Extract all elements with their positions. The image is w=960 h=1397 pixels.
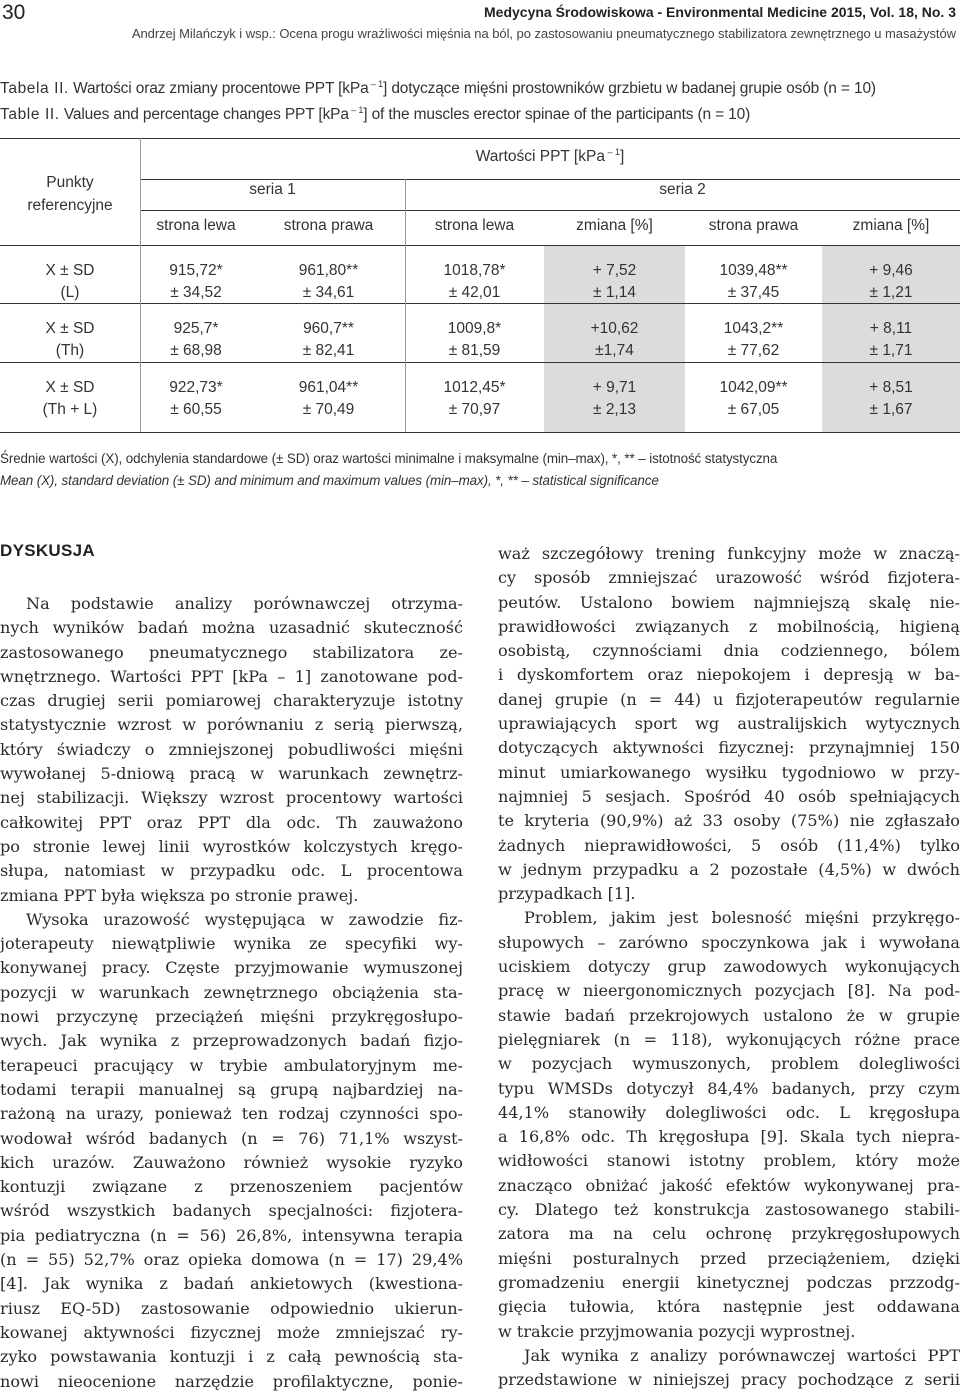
row-1-cell-2 bbox=[252, 260, 405, 304]
text-line: uciskiem dotyczy grup zawodowych wykonujących bbox=[498, 957, 960, 977]
text-line: przypadkach [1]. bbox=[498, 884, 636, 904]
text-line: gięcia tułowia, która następnie jest oddawana bbox=[498, 1297, 960, 1317]
text-line: zatora ma na celu ochronę przykręgosłupowych bbox=[498, 1224, 960, 1244]
row-1-cell-5 bbox=[685, 260, 822, 304]
text-line: który świadczy o zmniejszonej pobudliwości mięśni bbox=[0, 739, 463, 759]
row-3-cell-5-mean: 1042,09** bbox=[719, 379, 788, 396]
text-line: konywanej pracy. Częste przyjmowanie wymuszonej bbox=[0, 958, 463, 978]
row-2-cell-2 bbox=[252, 318, 405, 362]
row-1-label-line-2: (L) bbox=[60, 284, 80, 301]
text-line: słupowych – zarówno spoczynkowa jak i wywołana bbox=[498, 932, 960, 952]
row-1-cell-4-sd: ± 1,14 bbox=[593, 284, 636, 301]
row-3-cell-3-sd: ± 70,97 bbox=[448, 401, 501, 418]
row-2-label-line-1: X ± SD bbox=[45, 320, 95, 337]
text-line: nowi nieocenione narzędzie profilaktyczne, ponie- bbox=[0, 1371, 463, 1391]
row-1-cell-3 bbox=[405, 260, 544, 304]
text-line: stawie badań przekrojowych ustalono że w grupie bbox=[498, 1005, 960, 1025]
text-line: słupa, natomiast w przypadku odc. L procentowa bbox=[0, 861, 463, 881]
row-3-label bbox=[0, 377, 140, 421]
row-1-cell-4-mean: + 7,52 bbox=[592, 262, 637, 279]
text-line: typu WMSDs dotyczył 84,4% badanych, przy czym bbox=[498, 1078, 960, 1098]
row-1-cell-4 bbox=[544, 260, 685, 304]
table-bottom-rule bbox=[0, 432, 960, 433]
caption-text-en-a: Values and percentage changes PPT [kPa bbox=[59, 106, 349, 123]
text-line: nej stabilizacji. Większy wzrost procentowy wartości bbox=[0, 788, 463, 808]
row-1-cell-6-mean: + 9,46 bbox=[869, 262, 913, 279]
row-3-cell-3-mean: 1012,45* bbox=[443, 379, 506, 396]
text-line: w pozycjach wymuszonych, problem dolegliwości bbox=[498, 1054, 960, 1074]
row-2-cell-1-sd: ± 68,98 bbox=[170, 342, 222, 359]
table-series-rule bbox=[140, 210, 960, 211]
text-line: [4]. Jak wynika z badań ankietowych (kwestiona- bbox=[0, 1274, 463, 1294]
row-1-cell-6 bbox=[822, 260, 960, 304]
text-line: wnętrznego. Wartości PPT [kPa – 1] zanotowane pod- bbox=[0, 666, 463, 686]
table-caption-en bbox=[0, 106, 750, 124]
text-line: pia pediatryczna (n = 56) 26,8%, intensywna terapia bbox=[0, 1225, 463, 1245]
row-2-cell-3 bbox=[405, 318, 544, 362]
text-line: peutów. Ustalono bowiem najmniejszą skalę nie- bbox=[498, 592, 960, 612]
text-line: czas drugiej serii pomiarowej charakteryzuje istotny bbox=[0, 691, 463, 711]
text-line: gromadzeniu energii kinetycznej podczas przzodg- bbox=[498, 1272, 960, 1292]
row-3-cell-4-mean: + 9,71 bbox=[592, 379, 637, 396]
text-line: pielęgniarek (n = 118), wykonujących różne prace bbox=[498, 1029, 960, 1049]
row-1-cell-3-mean: 1018,78* bbox=[443, 262, 506, 279]
row-2-cell-6-sd: ± 1,71 bbox=[869, 342, 913, 359]
text-line: i dyskomfortem oraz niepokojem i depresją w ba- bbox=[498, 665, 960, 685]
row-2-cell-5-mean: 1043,2** bbox=[723, 320, 784, 337]
text-line: rażoną na urazy, ponieważ ten rodzaj czynności spo- bbox=[0, 1104, 463, 1124]
row-3-cell-1-mean: 922,73* bbox=[169, 379, 223, 396]
text-line: całkowitej PPT oraz PPT dla odc. Th zauważono bbox=[0, 812, 463, 832]
group-header-text-b: ] bbox=[619, 148, 625, 165]
page-number: 30 bbox=[2, 1, 26, 24]
table-row-rule-2 bbox=[0, 362, 960, 363]
body-column-left bbox=[0, 592, 463, 1394]
text-line: wywołanej 5-dniową pracą w warunkach zewnętrz- bbox=[0, 764, 463, 784]
row-2-label-line-2: (Th) bbox=[55, 342, 85, 359]
text-line: minut umiarkowanego wysiłku tygodniowo w przy- bbox=[498, 762, 960, 782]
row-1-cell-5-mean: 1039,48** bbox=[719, 262, 788, 279]
row-3-cell-2-sd: ± 70,49 bbox=[302, 401, 355, 418]
row-1-cell-1-mean: 915,72* bbox=[169, 262, 223, 279]
table-header-bottom-rule bbox=[0, 245, 960, 246]
text-line: riusz EQ-5D) zastosowanie odpowiednio ukierun- bbox=[0, 1298, 463, 1318]
col-header-6: zmiana [%] bbox=[852, 217, 930, 234]
row-2-cell-4-sd: ±1,74 bbox=[595, 342, 634, 359]
text-line: pracę w nieergonomicznych pozycjach [8]. Na pod- bbox=[498, 981, 960, 1001]
row-2-cell-2-mean: 960,7** bbox=[303, 320, 354, 337]
row-2-cell-5 bbox=[685, 318, 822, 362]
text-line: wśród wszystkich badanych specjalności: fizjotera- bbox=[0, 1201, 463, 1221]
row-2-label bbox=[0, 318, 140, 362]
table-note-pl: Średnie wartości (X), odchylenia standardowe (± SD) oraz wartości minimalne i maksymalne (min–max), *, ** – istotność statystyczna bbox=[0, 451, 778, 466]
row-3-cell-2 bbox=[252, 377, 405, 421]
row-3-cell-1 bbox=[140, 377, 252, 421]
text-line: uprawiających sport wg australijskich wytycznych bbox=[498, 714, 960, 734]
row-3-cell-6-sd: ± 1,67 bbox=[869, 401, 913, 418]
text-line: zastosowanego pneumatycznego stabilizatora ze- bbox=[0, 642, 463, 662]
running-head: Andrzej Milańczyk i wsp.: Ocena progu wrażliwości mięśnia na ból, po zastosowaniu pneumatycznego stabilizatora zewnętrznego u masażystów bbox=[131, 26, 956, 41]
row-3-cell-1-sd: ± 60,55 bbox=[170, 401, 222, 418]
text-line: danej grupie (n = 44) u fizjoterapeutów regularnie bbox=[498, 689, 960, 709]
caption-text-pl-b: ] dotyczące mięśni prostowników grzbietu w badanej grupie osób (n = 10) bbox=[383, 80, 876, 97]
text-line: wych. Jak wynika z przeprowadzonych badań fizjo- bbox=[0, 1031, 463, 1051]
text-line: żadnych nieprawidłowości, 5 osób (11,4%) tylko bbox=[498, 835, 960, 855]
row-2-cell-3-mean: 1009,8* bbox=[447, 320, 502, 337]
group-header-sup: – 1 bbox=[604, 146, 620, 157]
text-line: waż szczegółowy trening funkcyjny może w znaczą- bbox=[498, 544, 960, 563]
row-3-label-line-1: X ± SD bbox=[45, 379, 95, 396]
row-2-cell-4 bbox=[544, 318, 685, 362]
caption-label-pl: Tabela II. bbox=[0, 80, 69, 97]
row-2-cell-3-sd: ± 81,59 bbox=[448, 342, 501, 359]
text-line: mięśni posturalnych przed przeciążeniem, dzięki bbox=[498, 1248, 960, 1268]
row-2-cell-5-sd: ± 77,62 bbox=[727, 342, 780, 359]
row-1-cell-1-sd: ± 34,52 bbox=[170, 284, 222, 301]
journal-title: Medycyna Środowiskowa - Environmental Medicine 2015, Vol. 18, No. 3 bbox=[484, 4, 956, 20]
caption-text-pl-a: Wartości oraz zmiany procentowe PPT [kPa bbox=[68, 80, 369, 97]
row-1-cell-3-sd: ± 42,01 bbox=[448, 284, 501, 301]
row-header-line-2: referencyjne bbox=[27, 197, 113, 214]
row-3-cell-3 bbox=[405, 377, 544, 421]
text-line: w jednym przypadku a 2 pozostałe (4,5%) w dwóch bbox=[498, 859, 960, 879]
table-caption-pl bbox=[0, 80, 876, 98]
text-line: nych wyników badań można uzasadnić skuteczność bbox=[0, 618, 463, 638]
row-1-cell-5-sd: ± 37,45 bbox=[727, 284, 780, 301]
row-3-cell-6 bbox=[822, 377, 960, 421]
text-line: dotyczących aktywności fizycznej: przynajmniej 150 bbox=[498, 738, 960, 758]
row-3-cell-2-mean: 961,04** bbox=[298, 379, 359, 396]
row-2-cell-4-mean: +10,62 bbox=[590, 320, 639, 337]
text-line: kich urazów. Zauważono również wysokie ryzyko bbox=[0, 1152, 463, 1172]
table-group-rule bbox=[140, 179, 960, 180]
text-line: wodował wśród badanych (n = 76) 71,1% wszyst- bbox=[0, 1128, 463, 1148]
row-1-cell-2-sd: ± 34,61 bbox=[302, 284, 355, 301]
text-line: cy sposób zmniejszać urazowość wśród fizjotera- bbox=[498, 568, 960, 588]
col-header-3: strona lewa bbox=[434, 217, 515, 234]
text-line: kowanej aktywności fizycznej może zmniejszać ry- bbox=[0, 1322, 463, 1342]
text-line: prawidłowości związanych z mobilnością, higieną bbox=[498, 616, 960, 636]
text-line: zyko powstawania kontuzji i z całą pewnością sta- bbox=[0, 1347, 463, 1367]
caption-label-en: Table II. bbox=[0, 106, 60, 123]
row-3-label-line-2: (Th + L) bbox=[42, 401, 98, 418]
group-header bbox=[140, 148, 960, 166]
section-heading: DYSKUSJA bbox=[0, 541, 95, 560]
text-line: zmiana PPT była większa po stronie prawej. bbox=[0, 885, 359, 905]
text-line: po stronie lewej linii wyrostków kolczystych kręgo- bbox=[0, 836, 463, 856]
text-line: osobistą, czynnościami dnia codziennego, bólem bbox=[498, 641, 960, 661]
row-2-cell-1 bbox=[140, 318, 252, 362]
row-3-cell-4-sd: ± 2,13 bbox=[593, 401, 636, 418]
text-line: te kryteria (90,9%) aż 33 osoby (75%) nie zgłaszało bbox=[498, 811, 960, 831]
row-1-cell-6-sd: ± 1,21 bbox=[869, 284, 913, 301]
row-3-cell-4 bbox=[544, 377, 685, 421]
col-header-5: strona prawa bbox=[708, 217, 799, 234]
text-line: joterapeuty niewątpliwie wynika ze specyfiki wy- bbox=[0, 934, 463, 954]
caption-text-en-b: ] of the muscles erector spinae of the participants (n = 10) bbox=[363, 106, 751, 123]
text-line: w trakcie przyjmowania pozycji wyprostnej. bbox=[498, 1321, 856, 1341]
table-note-en: Mean (X), standard deviation (± SD) and minimum and maximum values (min–max), *, ** – statistical significance bbox=[0, 473, 659, 488]
row-3-cell-6-mean: + 8,51 bbox=[869, 379, 913, 396]
text-line: a 16,8% odc. Th kręgosłupa [9]. Skala tych niepra- bbox=[498, 1127, 960, 1147]
body-column-right bbox=[498, 542, 960, 1392]
series-2-header: seria 2 bbox=[659, 181, 706, 198]
col-header-2: strona prawa bbox=[283, 217, 374, 234]
text-line: kontuzji związane z przenoszeniem pacjentów bbox=[0, 1177, 463, 1197]
group-header-text-a: Wartości PPT [kPa bbox=[475, 148, 605, 165]
row-1-label-line-1: X ± SD bbox=[45, 262, 95, 279]
series-1-header: seria 1 bbox=[249, 181, 296, 198]
text-line: przedstawione w niniejszej pracy pochodzące z serii bbox=[498, 1370, 960, 1390]
text-line: Problem, jakim jest bolesność mięśni przykręgo- bbox=[524, 908, 960, 928]
text-line: pozycji w warunkach zewnętrznego obciążenia sta- bbox=[0, 982, 463, 1002]
row-2-cell-6 bbox=[822, 318, 960, 362]
row-2-cell-1-mean: 925,7* bbox=[173, 320, 219, 337]
text-line: Jak wynika z analizy porównawczej wartości PPT bbox=[524, 1345, 960, 1365]
row-2-cell-6-mean: + 8,11 bbox=[869, 320, 913, 337]
row-1-cell-1 bbox=[140, 260, 252, 304]
caption-sup-pl: – 1 bbox=[368, 78, 383, 89]
text-line: todami terapii manualnej są grupą najbardziej na- bbox=[0, 1079, 463, 1099]
text-line: Wysoka urazowość występująca w zawodzie fiz- bbox=[26, 909, 463, 929]
text-line: terapeuci pracujący w trybie ambulatoryjnym me- bbox=[0, 1055, 463, 1075]
text-line: nowi przyczynę przeciążeń mięśni przykręgosłupo- bbox=[0, 1007, 463, 1027]
row-header-line-1: Punkty bbox=[46, 174, 94, 191]
caption-sup-en: – 1 bbox=[348, 104, 364, 115]
row-1-cell-2-mean: 961,80** bbox=[298, 262, 359, 279]
row-1-label bbox=[0, 260, 140, 304]
row-3-cell-5-sd: ± 67,05 bbox=[727, 401, 780, 418]
text-line: 44,1% stanowiły dolegliwości odc. L kręgosłupa bbox=[498, 1102, 960, 1122]
text-line: widłowości stanowi istotny problem, który może bbox=[498, 1151, 960, 1171]
text-line: najmniej 5 sesjach. Spośród 40 osób spełniających bbox=[498, 786, 960, 806]
text-line: znacząco obniżać jakość efektów wykonywanej pra- bbox=[498, 1175, 960, 1195]
col-header-1: strona lewa bbox=[156, 217, 236, 234]
col-header-4: zmiana [%] bbox=[576, 217, 653, 234]
table-top-rule bbox=[0, 138, 960, 139]
text-line: (n = 55) 52,7% oraz opieka domowa (n = 17) 29,4% bbox=[0, 1250, 463, 1270]
text-line: Na podstawie analizy porównawczej otrzyma- bbox=[26, 594, 463, 613]
row-3-cell-5 bbox=[685, 377, 822, 421]
text-line: statystycznie wzrost w porównaniu z serią pierwszą, bbox=[0, 715, 463, 735]
row-2-cell-2-sd: ± 82,41 bbox=[302, 342, 355, 359]
text-line: cy. Dlatego też konstrukcja zastosowanego stabili- bbox=[498, 1200, 960, 1220]
